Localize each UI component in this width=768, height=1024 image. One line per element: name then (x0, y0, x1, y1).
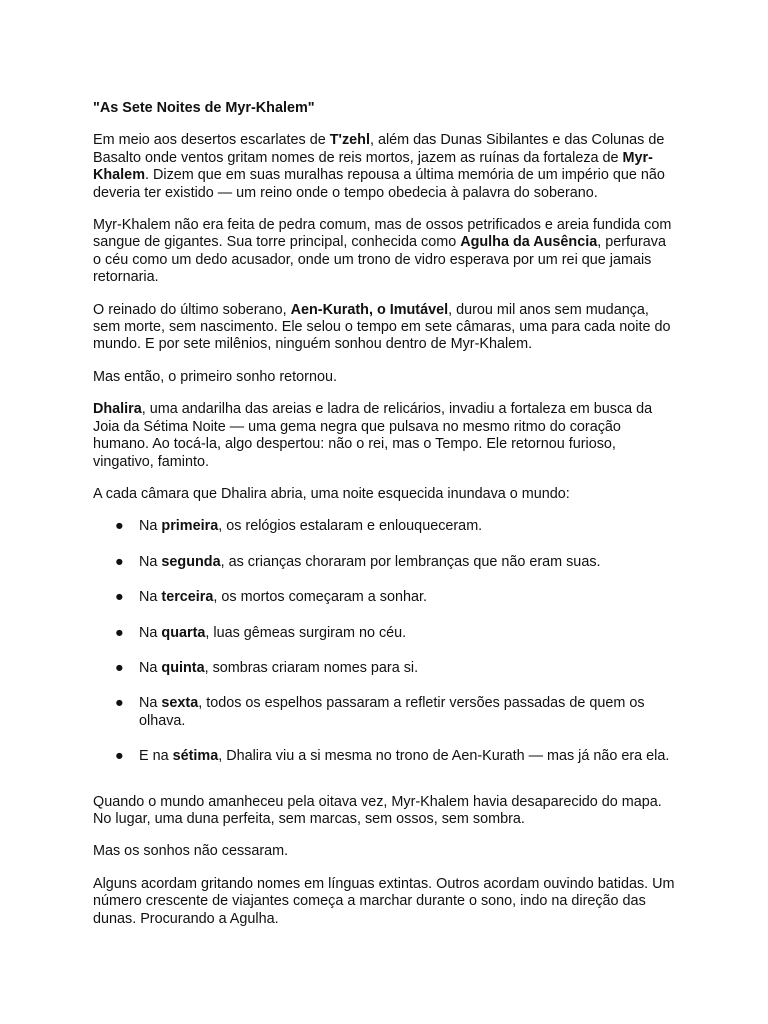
paragraph-1 (93, 132, 675, 202)
text-run: , durou mil anos sem mudança, sem morte, sem nascimento. Ele selou o tempo em sete câmaras, uma para cada noite do mundo. E por sete milênios, ninguém sonhou dentro de Myr-Khalem. (93, 301, 671, 353)
list-item (93, 748, 675, 765)
text-run: Na (139, 695, 162, 712)
list-item (93, 554, 675, 571)
bold-text: Dhalira (93, 401, 142, 418)
document-title: "As Sete Noites de Myr-Khalem" (93, 100, 315, 116)
paragraph-5 (93, 401, 675, 471)
text-run: . Dizem que em suas muralhas repousa a última memória de um império que não deveria ter existido — um reino onde o tempo obedecia à palavra do soberano. (93, 167, 665, 201)
list-item (93, 518, 675, 535)
bold-text: Myr-Khalem (93, 149, 653, 184)
text-run: Na (139, 659, 162, 676)
bold-text: Agulha da Ausência (460, 234, 598, 251)
nights-list (93, 518, 675, 765)
bullet-icon: ● (115, 659, 124, 676)
bullet-icon: ● (115, 695, 124, 712)
text-run: , luas gêmeas surgiram no céu. (205, 624, 407, 641)
paragraph-3 (93, 302, 675, 354)
text-run: Na (139, 553, 162, 570)
text-run: , uma andarilha das areias e ladra de relicários, invadiu a fortaleza em busca da Joia da Sétima Noite — uma gema negra que pulsava no mesmo ritmo do coração humano. Ao tocá-la, algo despertou: não o rei, mas o Tempo. Ele retornou furioso, vingativo, faminto. (93, 401, 653, 470)
text-run: , os relógios estalaram e enlouqueceram. (218, 518, 483, 535)
bold-text: terceira (161, 589, 214, 606)
paragraph-9: Alguns acordam gritando nomes em línguas extintas. Outros acordam ouvindo batidas. Um número crescente de viajantes começa a marchar durante o sono, indo na direção das dunas. Procurando a Agulha. (93, 875, 675, 927)
bold-text: quarta (161, 624, 206, 641)
text-run: Na (139, 518, 162, 535)
bold-text: quinta (161, 659, 205, 676)
bullet-icon: ● (115, 518, 124, 535)
text-run: , os mortos começaram a sonhar. (213, 589, 427, 606)
paragraph-6: A cada câmara que Dhalira abria, uma noite esquecida inundava o mundo: (93, 485, 570, 502)
bold-text: primeira (161, 518, 219, 535)
list-item (93, 660, 675, 677)
list-item (93, 625, 675, 642)
text-run: , Dhalira viu a si mesma no trono de Aen-Kurath — mas já não era ela. (218, 748, 670, 765)
text-run: E na (139, 748, 173, 765)
text-run: , as crianças choraram por lembranças que não eram suas. (220, 553, 601, 570)
bullet-icon: ● (115, 589, 124, 606)
bold-text: T'zehl (329, 132, 370, 149)
text-run: Na (139, 589, 162, 606)
bold-text: Aen-Kurath, o Imutável (290, 301, 449, 318)
bold-text: sétima (172, 748, 219, 765)
paragraph-8: Mas os sonhos não cessaram. (93, 843, 289, 860)
bold-text: sexta (161, 695, 199, 712)
text-run: Myr-Khalem não era feita de pedra comum, mas de ossos petrificados e areia fundida com sangue de gigantes. Sua torre principal, conhecida como (93, 217, 672, 251)
text-run: , perfurava o céu como um dedo acusador, onde um trono de vidro esperava por um rei que jamais retornaria. (93, 234, 667, 286)
bullet-icon: ● (115, 553, 124, 570)
text-run: Na (139, 624, 162, 641)
bullet-icon: ● (115, 624, 124, 641)
bullet-icon: ● (115, 748, 124, 765)
text-run: , sombras criaram nomes para si. (204, 659, 419, 676)
text-run: O reinado do último soberano, (93, 301, 291, 318)
bold-text: segunda (161, 553, 221, 570)
list-item (93, 695, 675, 730)
text-run: Em meio aos desertos escarlates de (93, 132, 330, 149)
list-item (93, 589, 675, 606)
text-run: , além das Dunas Sibilantes e das Colunas de Basalto onde ventos gritam nomes de reis mortos, jazem as ruínas da fortaleza de (93, 132, 665, 166)
text-run: , todos os espelhos passaram a refletir versões passadas de quem os olhava. (139, 695, 645, 729)
paragraph-7: Quando o mundo amanheceu pela oitava vez, Myr-Khalem havia desaparecido do mapa. No lugar, uma duna perfeita, sem marcas, sem ossos, sem sombra. (93, 793, 662, 827)
paragraph-4: Mas então, o primeiro sonho retornou. (93, 368, 337, 385)
paragraph-2 (93, 217, 675, 287)
